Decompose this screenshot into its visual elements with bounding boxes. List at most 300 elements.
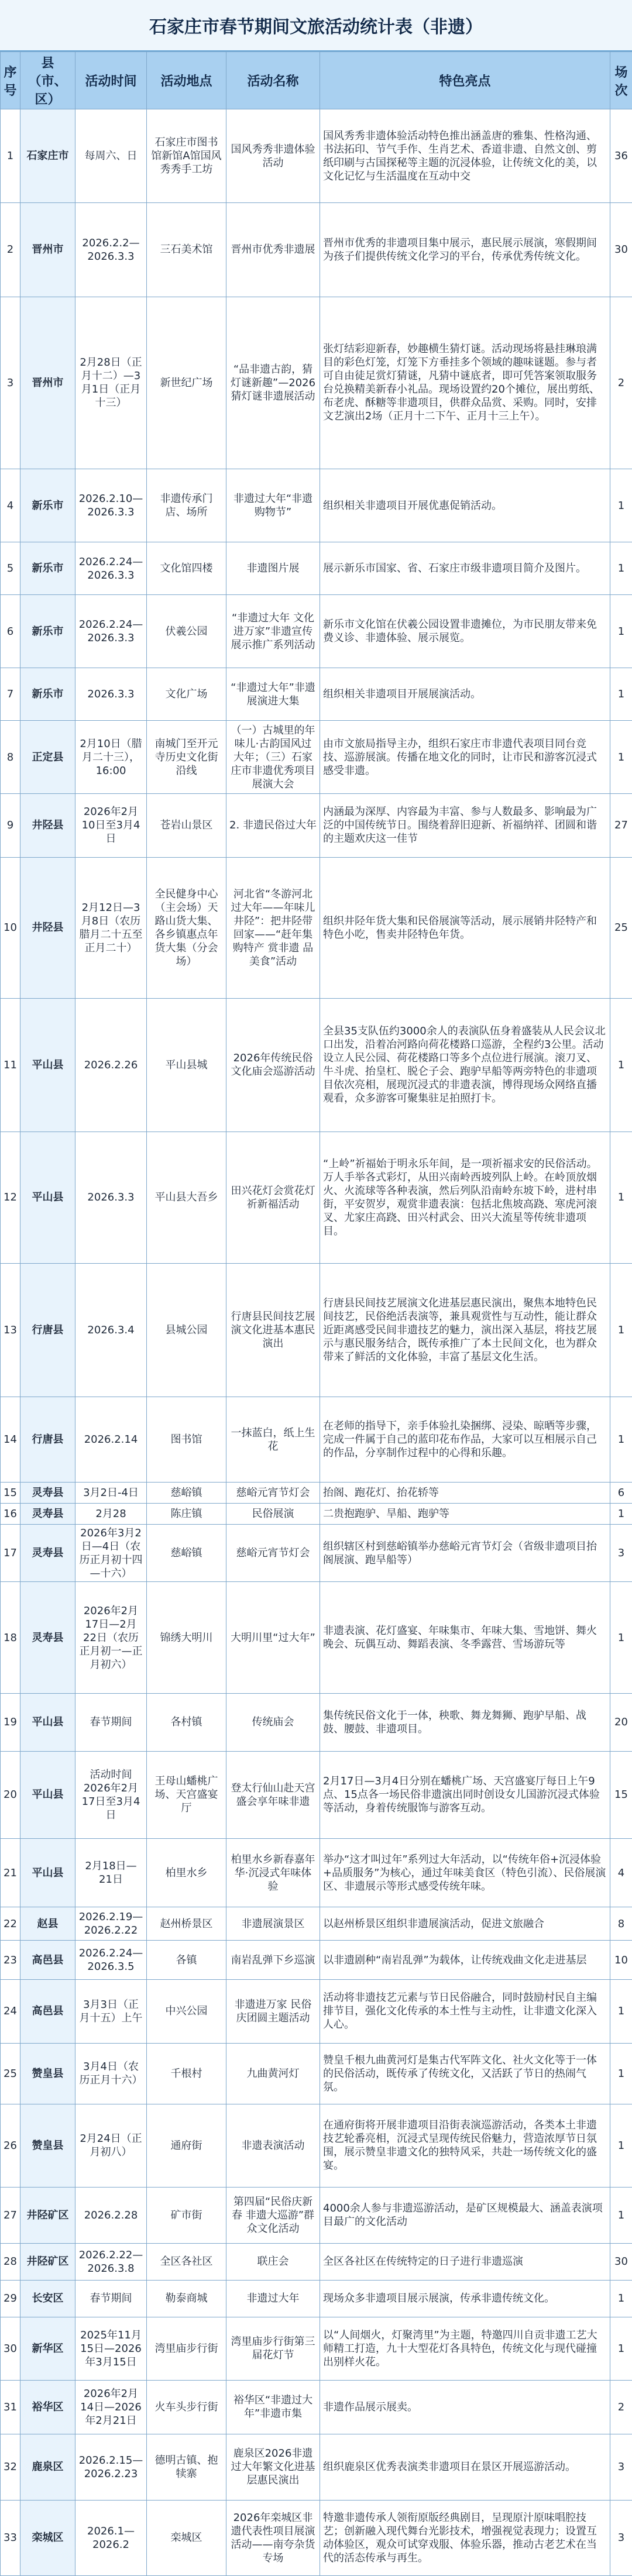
activity-name-cell [226, 1907, 320, 1941]
county-cell-text: 新乐市 [23, 687, 72, 701]
row-number [1, 469, 20, 542]
place-cell-text: 通府街 [150, 2139, 223, 2152]
time-cell-text: 春节期间 [78, 1715, 143, 1729]
session-count-cell-text: 1 [613, 2139, 629, 2152]
place-cell [147, 668, 226, 721]
county-cell [20, 1694, 75, 1751]
highlight-cell-text: 现场众多非遗项目展示展演，传承非遗传统文化。 [323, 2292, 607, 2305]
row-number-text: 10 [4, 921, 17, 934]
place-cell [147, 1694, 226, 1751]
place-cell-text: 石家庄市图书馆新馆A馆国风秀秀手工坊 [150, 136, 223, 176]
county-cell [20, 1263, 75, 1397]
highlight-cell-text: 组织相关非遗项目开展展演活动。 [323, 687, 607, 701]
row-number [1, 668, 20, 721]
table-row [1, 668, 632, 721]
county-cell-text: 灵寿县 [23, 1507, 72, 1521]
county-cell-text: 井陉矿区 [23, 2209, 72, 2222]
place-cell [147, 2280, 226, 2317]
highlight-cell-text: 以“人间烟火，灯聚湾里”为主题，特邀四川自贡非遗工艺大师精工打造，九十大型花灯各具特色，传统文化与现代碰撞出别样火花。 [323, 2329, 607, 2369]
table-row [1, 998, 632, 1132]
place-cell-text: 慈峪镇 [150, 1486, 223, 1499]
activity-name-cell-text: 2026年传统民俗文化庙会巡游活动 [229, 1051, 317, 1078]
county-cell-text: 井陉县 [23, 921, 72, 934]
session-count-cell [610, 998, 632, 1132]
highlight-cell [320, 2434, 610, 2500]
header-count: 场次 [610, 52, 632, 109]
activity-name-cell [226, 2243, 320, 2280]
session-count-cell [610, 1132, 632, 1263]
highlight-cell [320, 2187, 610, 2243]
time-cell [75, 2434, 147, 2500]
county-cell-text: 平山县 [23, 1866, 72, 1880]
row-number [1, 1482, 20, 1503]
activity-name-cell-text: 非遗过大年“非遗购物节” [229, 492, 317, 519]
session-count-cell-text: 25 [613, 921, 629, 934]
activity-name-cell [226, 1940, 320, 1979]
session-count-cell-text: 3 [613, 1546, 629, 1560]
county-cell [20, 1907, 75, 1941]
time-cell [75, 721, 147, 794]
time-cell [75, 542, 147, 595]
table-row [1, 2317, 632, 2381]
session-count-cell-text: 2 [613, 2400, 629, 2414]
highlight-cell-text: 抬阁、跑花灯、抬花轿等 [323, 1486, 607, 1499]
row-number-text: 15 [4, 1486, 17, 1499]
header-place: 活动地点 [147, 52, 226, 109]
row-number [1, 2381, 20, 2434]
session-count-cell [610, 2381, 632, 2434]
session-count-cell-text: 20 [613, 1715, 629, 1729]
activity-name-cell-text: 非遗展演景区 [229, 1917, 317, 1931]
county-cell [20, 857, 75, 998]
place-cell-text: 苍岩山景区 [150, 818, 223, 832]
row-number-text: 9 [4, 818, 17, 832]
session-count-cell-text: 30 [613, 243, 629, 256]
highlight-cell-text: 新乐市文化馆在伏羲公园设置非遗摊位，为市民朋友带来免费义诊、非遗体验、展示展览。 [323, 618, 607, 645]
time-cell-text: 2026.2.24—2026.3.5 [78, 1946, 143, 1973]
row-number [1, 2280, 20, 2317]
row-number-text: 16 [4, 1507, 17, 1521]
activity-name-cell-text: 非遗图片展 [229, 562, 317, 575]
county-cell-text: 灵寿县 [23, 1486, 72, 1499]
county-cell [20, 794, 75, 858]
table-row [1, 1907, 632, 1941]
table-row [1, 2500, 632, 2575]
time-cell-text: 春节期间 [78, 2292, 143, 2305]
session-count-cell-text: 1 [613, 751, 629, 764]
activity-name-cell [226, 595, 320, 668]
time-cell [75, 2280, 147, 2317]
row-number [1, 1524, 20, 1581]
county-cell [20, 1524, 75, 1581]
table-row [1, 2280, 632, 2317]
time-cell [75, 857, 147, 998]
time-cell [75, 1132, 147, 1263]
time-cell-text: 2026年2月14日—2026年2月21日 [78, 2387, 143, 2427]
time-cell-text: 2026.2.24—2026.3.3 [78, 618, 143, 645]
time-cell [75, 1940, 147, 1979]
place-cell [147, 1751, 226, 1839]
row-number [1, 1751, 20, 1839]
activity-name-cell-text: 国风秀秀非遗体验活动 [229, 143, 317, 170]
activity-name-cell-text: 行唐县民间技艺展演文化进基本惠民演出 [229, 1310, 317, 1350]
county-cell [20, 1940, 75, 1979]
session-count-cell-text: 1 [613, 687, 629, 701]
place-cell-text: 全民健身中心（主会场）天路山货大集、各乡镇惠点年货大集（分会场） [150, 888, 223, 968]
session-count-cell [610, 1694, 632, 1751]
header-name: 活动名称 [226, 52, 320, 109]
activity-name-cell [226, 1397, 320, 1483]
time-cell-text: 2026.2.19—2026.2.22 [78, 1910, 143, 1937]
session-count-cell [610, 2500, 632, 2575]
session-count-cell [610, 794, 632, 858]
time-cell [75, 2043, 147, 2104]
activity-name-cell [226, 1263, 320, 1397]
time-cell [75, 203, 147, 297]
session-count-cell-text: 1 [613, 2067, 629, 2080]
county-cell [20, 595, 75, 668]
place-cell [147, 2434, 226, 2500]
highlight-cell [320, 857, 610, 998]
session-count-cell-text: 3 [613, 2460, 629, 2474]
activity-name-cell-text: 非遗过大年 [229, 2292, 317, 2305]
time-cell-text: 2026年2月17日—2月22日（农历正月初一—正月初六） [78, 1604, 143, 1672]
activity-name-cell-text: 大明川里“过大年” [229, 1631, 317, 1645]
activity-name-cell-text: “非遗过大年 文化进万家”非遗宣传展示推广系列活动 [229, 611, 317, 652]
row-number-text: 20 [4, 1788, 17, 1801]
row-number [1, 297, 20, 469]
session-count-cell-text: 36 [613, 149, 629, 163]
place-cell [147, 1132, 226, 1263]
highlight-cell [320, 721, 610, 794]
highlight-cell-text: 以赵州桥景区组织非遗展演活动，促进文旅融合 [323, 1917, 607, 1931]
highlight-cell [320, 2280, 610, 2317]
time-cell-text: 2月28 [78, 1507, 143, 1521]
place-cell-text: 陈庄镇 [150, 1507, 223, 1521]
highlight-cell [320, 1503, 610, 1524]
activity-name-cell-text: 第四届“民俗庆新春 非遗大巡游”群众文化活动 [229, 2195, 317, 2235]
county-cell [20, 297, 75, 469]
place-cell-text: 伏羲公园 [150, 625, 223, 638]
time-cell-text: 2026.2.24—2026.3.3 [78, 555, 143, 582]
activity-name-cell [226, 721, 320, 794]
row-number-text: 26 [4, 2139, 17, 2152]
county-cell-text: 平山县 [23, 1191, 72, 1204]
county-cell [20, 1397, 75, 1483]
row-number [1, 1980, 20, 2044]
activity-name-cell [226, 2104, 320, 2187]
row-number-text: 7 [4, 687, 17, 701]
row-number-text: 19 [4, 1715, 17, 1729]
highlight-cell [320, 668, 610, 721]
row-number [1, 1503, 20, 1524]
row-number-text: 13 [4, 1323, 17, 1337]
highlight-cell [320, 469, 610, 542]
time-cell-text: 2026年3月2日—4日（农历正月初十四—十六） [78, 1526, 143, 1580]
highlight-cell [320, 297, 610, 469]
activity-name-cell-text: 一抹蓝白，纸上生花 [229, 1426, 317, 1453]
table-row [1, 1397, 632, 1483]
highlight-cell-text: 组织鹿泉区优秀表演类非遗项目在景区开展巡游活动。 [323, 2460, 607, 2474]
session-count-cell-text: 1 [613, 562, 629, 575]
session-count-cell [610, 2280, 632, 2317]
activity-name-cell-text: 河北省“冬游河北过大年——年味儿井陉”：把井陉带回家——“赶年集 购特产 赏非遗 品美食”活动 [229, 888, 317, 968]
place-cell-text: 慈峪镇 [150, 1546, 223, 1560]
highlight-cell [320, 203, 610, 297]
highlight-cell-text: 4000余人参与非遗巡游活动，是矿区规模最大、涵盖表演项目最广的文化活动 [323, 2202, 607, 2228]
activity-name-cell [226, 668, 320, 721]
row-number-text: 33 [4, 2531, 17, 2544]
county-cell-text: 赞皇县 [23, 2067, 72, 2080]
activity-name-cell [226, 857, 320, 998]
place-cell [147, 542, 226, 595]
activity-name-cell [226, 1524, 320, 1581]
activity-name-cell-text: 传统庙会 [229, 1715, 317, 1729]
county-cell-text: 高邑县 [23, 1954, 72, 1967]
session-count-cell-text: 27 [613, 818, 629, 832]
place-cell [147, 2243, 226, 2280]
activity-name-cell [226, 1582, 320, 1694]
time-cell-text: 2月28日（正月十二）—3月1日（正月十三） [78, 356, 143, 410]
activity-name-cell [226, 2381, 320, 2434]
header-desc: 特色亮点 [320, 52, 610, 109]
time-cell [75, 998, 147, 1132]
time-cell [75, 1524, 147, 1581]
time-cell-text: 2026.2.22—2026.3.8 [78, 2248, 143, 2275]
activity-name-cell-text: 鹿泉区2026非遗过大年繁文化进基层惠民演出 [229, 2447, 317, 2487]
table-body [1, 109, 632, 2576]
highlight-cell [320, 1132, 610, 1263]
session-count-cell-text: 1 [613, 625, 629, 638]
activity-name-cell [226, 2280, 320, 2317]
place-cell-text: 图书馆 [150, 1433, 223, 1446]
session-count-cell-text: 1 [613, 2004, 629, 2018]
session-count-cell [610, 1839, 632, 1907]
county-cell-text: 新乐市 [23, 625, 72, 638]
place-cell [147, 2317, 226, 2381]
activity-name-cell-text: 联庄会 [229, 2255, 317, 2268]
session-count-cell-text: 1 [613, 1433, 629, 1446]
table-row [1, 1524, 632, 1581]
place-cell [147, 1397, 226, 1483]
session-count-cell [610, 1980, 632, 2044]
place-cell-text: 火车头步行街 [150, 2400, 223, 2414]
county-cell-text: 行唐县 [23, 1323, 72, 1337]
county-cell-text: 平山县 [23, 1715, 72, 1729]
highlight-cell-text: 内涵最为深厚、内容最为丰富、参与人数最多、影响最为广泛的中国传统节日。围绕着辞旧迎新、祈福纳祥、团圆和谐的主题欢庆这一佳节 [323, 805, 607, 845]
highlight-cell [320, 1582, 610, 1694]
county-cell-text: 井陉矿区 [23, 2255, 72, 2268]
session-count-cell [610, 1751, 632, 1839]
highlight-cell-text: 举办“这才叫过年”系列过大年活动，以“传统年俗+沉浸体验+品质服务”为核心，通过年味美食区（特色引流）、民俗展演区、非遗展示等形式感受传统年味。 [323, 1853, 607, 1893]
place-cell-text: 勒泰商城 [150, 2292, 223, 2305]
session-count-cell [610, 1524, 632, 1581]
highlight-cell [320, 595, 610, 668]
county-cell [20, 2317, 75, 2381]
row-number-text: 24 [4, 2004, 17, 2018]
session-count-cell-text: 4 [613, 1866, 629, 1880]
place-cell [147, 2500, 226, 2575]
row-number [1, 2317, 20, 2381]
row-number [1, 1694, 20, 1751]
time-cell [75, 1263, 147, 1397]
place-cell [147, 721, 226, 794]
highlight-cell [320, 1907, 610, 1941]
table-row [1, 2434, 632, 2500]
row-number [1, 2500, 20, 2575]
activity-name-cell [226, 542, 320, 595]
session-count-cell [610, 857, 632, 998]
highlight-cell [320, 2043, 610, 2104]
highlight-cell [320, 1839, 610, 1907]
row-number-text: 11 [4, 1058, 17, 1072]
session-count-cell [610, 595, 632, 668]
time-cell-text: 3月4日（农历正月十六） [78, 2060, 143, 2087]
time-cell-text: 2026.2.10—2026.3.3 [78, 492, 143, 519]
time-cell [75, 1839, 147, 1907]
time-cell-text: 2026.2.15—2026.2.23 [78, 2454, 143, 2481]
highlight-cell-text: 全县35支队伍约3000余人的表演队伍身着盛装从人民会议北口出发，沿着冶河路向荷花楼路口巡游，全程约3公里。活动设立人民公园、荷花楼路口等多个点位进行展演。滚刀叉、牛斗虎、抬皇杠、脱仑子会、跑驴早船等两旁特色的非遗项目依次亮相，展现沉浸式的非遗表演，博得现场众网络直播观看，众多游客可聚集驻足拍照打卡。 [323, 1024, 607, 1105]
activity-name-cell-text: 2026年栾城区非遗代表性项目展演活动——南夸杂货专场 [229, 2511, 317, 2565]
table-row [1, 857, 632, 998]
highlight-cell [320, 2381, 610, 2434]
place-cell-text: 新世纪广场 [150, 376, 223, 390]
time-cell-text: 3月3日（正月十五）上午 [78, 1998, 143, 2025]
row-number [1, 2434, 20, 2500]
table-row [1, 1940, 632, 1979]
row-number-text: 32 [4, 2460, 17, 2474]
activity-name-cell-text: 田兴花灯会赏花灯祈新福活动 [229, 1184, 317, 1211]
county-cell-text: 栾城区 [23, 2531, 72, 2544]
time-cell [75, 109, 147, 203]
activity-name-cell [226, 1694, 320, 1751]
session-count-cell [610, 542, 632, 595]
session-count-cell-text: 1 [613, 1631, 629, 1645]
table-row [1, 297, 632, 469]
county-cell-text: 平山县 [23, 1058, 72, 1072]
session-count-cell [610, 2104, 632, 2187]
county-cell-text: 新乐市 [23, 562, 72, 575]
highlight-cell-text: 张灯结彩迎新春，妙趣横生猜灯谜。活动现场将悬挂琳琅满目的彩色灯笼，灯笼下方垂挂多个领域的趣味谜题。参与者可自由徒足赏灯猜谜，凡猜中谜底者，即可凭答案领取服务台兑换精美新春小礼品。现场设置约20个摊位，展出剪纸、布老虎、酥糖等非遗项目，供群众品赏、采购。同时，安排文艺演出2场（正月十二下午、正月十三上午）。 [323, 342, 607, 423]
highlight-cell [320, 1980, 610, 2044]
table-row [1, 2187, 632, 2243]
place-cell-text: 千根村 [150, 2067, 223, 2080]
activity-name-cell-text: 湾里庙步行街第三届花灯节 [229, 2335, 317, 2362]
activity-name-cell [226, 2187, 320, 2243]
row-number-text: 12 [4, 1191, 17, 1204]
place-cell [147, 2381, 226, 2434]
county-cell-text: 新乐市 [23, 499, 72, 513]
highlight-cell-text: 集传统民俗文化于一体，秧歌、舞龙舞狮、跑驴早船、战鼓、腰鼓、非遗项目。 [323, 1709, 607, 1736]
time-cell-text: 2月24日（正月初八） [78, 2132, 143, 2159]
table-row [1, 1694, 632, 1751]
table-row [1, 595, 632, 668]
row-number-text: 14 [4, 1433, 17, 1446]
highlight-cell-text: 晋州市优秀的非遗项目集中展示，惠民展示展演，寒假期间为孩子们提供传统文化学习的平台，传承优秀传统文化。 [323, 236, 607, 263]
highlight-cell-text: 组织辖区村到慈峪镇举办慈峪元宵节灯会（省级非遗项目抬阁展演、跑旱船等） [323, 1540, 607, 1567]
county-cell-text: 高邑县 [23, 2004, 72, 2018]
row-number-text: 31 [4, 2400, 17, 2414]
row-number-text: 23 [4, 1954, 17, 1967]
table-row [1, 2243, 632, 2280]
row-number-text: 29 [4, 2292, 17, 2305]
place-cell [147, 2043, 226, 2104]
county-cell [20, 2243, 75, 2280]
session-count-cell [610, 2317, 632, 2381]
row-number [1, 794, 20, 858]
session-count-cell [610, 109, 632, 203]
session-count-cell [610, 1582, 632, 1694]
place-cell [147, 1839, 226, 1907]
county-cell-text: 石家庄市 [23, 149, 72, 163]
highlight-cell-text: 非遗作品展示展卖。 [323, 2400, 607, 2414]
time-cell-text: 2025年11月15日—2026年3月15日 [78, 2329, 143, 2369]
time-cell [75, 595, 147, 668]
highlight-cell-text: 在老师的指导下，亲手体验扎染捆绑、浸染、晾晒等步骤，完成一件属于自己的蓝印花布作品，大家可以互相展示自己的作品，分享制作过程中的心得和乐趣。 [323, 1419, 607, 1460]
activity-name-cell-text: 民俗展演 [229, 1507, 317, 1521]
place-cell [147, 1907, 226, 1941]
place-cell [147, 2187, 226, 2243]
highlight-cell-text: 由市文旅局指导主办，组织石家庄市非遗代表项目同台竞技、巡游展演。传播在地文化的同时，让市民和游客沉浸式感受非遗。 [323, 737, 607, 778]
row-number [1, 109, 20, 203]
highlight-cell [320, 109, 610, 203]
header-county: 县（市、区） [20, 52, 75, 109]
time-cell-text: 2026.3.4 [78, 1323, 143, 1337]
time-cell [75, 1582, 147, 1694]
time-cell [75, 1694, 147, 1751]
county-cell [20, 2187, 75, 2243]
time-cell [75, 1397, 147, 1483]
activity-name-cell [226, 109, 320, 203]
county-cell [20, 469, 75, 542]
row-number [1, 1582, 20, 1694]
activity-table [0, 51, 632, 2576]
activity-name-cell [226, 297, 320, 469]
row-number-text: 6 [4, 625, 17, 638]
time-cell-text: 2026.2.14 [78, 1433, 143, 1446]
activity-name-cell [226, 1503, 320, 1524]
highlight-cell-text: 非遗表演、花灯盛宴、年味集市、年味大集、雪地饼、舞火晚会、玩偶互动、舞蹈表演、冬季露营、雪场游玩等 [323, 1624, 607, 1651]
session-count-cell-text: 2 [613, 376, 629, 390]
session-count-cell-text: 1 [613, 1058, 629, 1072]
row-number [1, 2187, 20, 2243]
row-number [1, 721, 20, 794]
place-cell [147, 1503, 226, 1524]
time-cell [75, 2500, 147, 2575]
table-row [1, 1132, 632, 1263]
row-number [1, 1839, 20, 1907]
session-count-cell [610, 2434, 632, 2500]
activity-name-cell [226, 2043, 320, 2104]
activity-name-cell-text: 非遗进万家 民俗庆团圆主题活动 [229, 1998, 317, 2025]
place-cell [147, 2104, 226, 2187]
place-cell [147, 1524, 226, 1581]
highlight-cell-text: “上岭”祈福始于明永乐年间，是一项祈福求安的民俗活动。万人手举各式彩灯，从田兴南岭西坡列队上岭。在岭顶放烟火、火流球等各种表演，然后列队沿南岭东坡下岭，进村串街，平安贺岁，观赏非遗表演：包括北焦坡高跷、寒虎河滚叉、尤家庄高跷、田兴村武会、田兴大流星等传统非遗项目。 [323, 1157, 607, 1238]
highlight-cell [320, 998, 610, 1132]
highlight-cell [320, 2317, 610, 2381]
time-cell [75, 1980, 147, 2044]
place-cell [147, 1582, 226, 1694]
activity-name-cell-text: “非遗过大年”非遗展演进大集 [229, 681, 317, 708]
activity-name-cell [226, 1980, 320, 2044]
place-cell-text: 三石美术馆 [150, 243, 223, 256]
row-number-text: 3 [4, 376, 17, 390]
highlight-cell-text: 二贵抱跑驴、旱船、跑驴等 [323, 1507, 607, 1521]
county-cell-text: 晋州市 [23, 243, 72, 256]
county-cell-text: 正定县 [23, 751, 72, 764]
highlight-cell [320, 1751, 610, 1839]
highlight-cell [320, 1263, 610, 1397]
